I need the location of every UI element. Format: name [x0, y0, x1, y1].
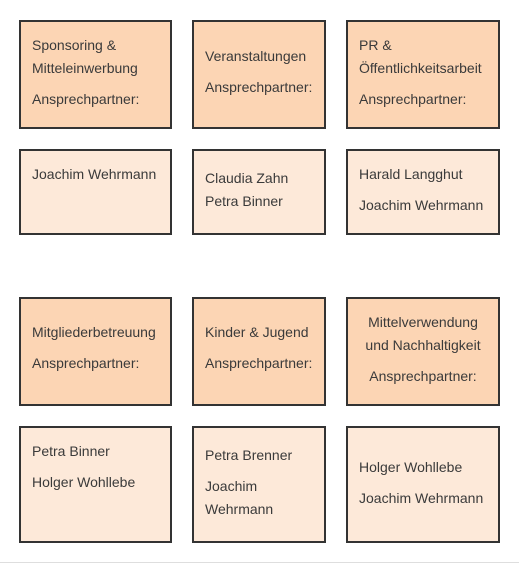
- contact-name: Claudia Zahn: [205, 170, 289, 186]
- contacts-card-veranstaltungen: [192, 149, 326, 235]
- contact-label: Ansprechpartner:: [359, 91, 467, 107]
- area-title-line: Veranstaltungen: [205, 48, 307, 64]
- area-title-line: Mitteleinwerbung: [32, 60, 138, 76]
- contacts-card-kinder-jugend: [192, 426, 326, 543]
- area-title-line: Öffentlichkeitsarbeit: [359, 60, 482, 76]
- contact-name: Holger Wohllebe: [359, 459, 463, 475]
- contact-name: Joachim Wehrmann: [32, 166, 157, 182]
- contact-label: Ansprechpartner:: [32, 355, 140, 371]
- contact-name: Wehrmann: [205, 501, 274, 517]
- area-card-kinder-jugend: [192, 297, 326, 406]
- contact-name: Joachim Wehrmann: [359, 197, 484, 213]
- contacts-card-sponsoring: [19, 149, 172, 235]
- area-title-line: Kinder & Jugend: [205, 324, 309, 340]
- bottom-divider: [0, 562, 519, 563]
- area-title-line: PR &: [359, 37, 392, 53]
- contacts-card-mittelverwendung: [346, 426, 500, 543]
- contact-name: Petra Binner: [205, 193, 283, 209]
- contact-label: Ansprechpartner:: [32, 91, 140, 107]
- area-title-line: Sponsoring &: [32, 37, 117, 53]
- contact-name: Harald Langghut: [359, 166, 463, 182]
- area-title-line: Mitgliederbetreuung: [32, 324, 156, 340]
- contact-name: Joachim Wehrmann: [359, 490, 484, 506]
- contact-name: Joachim: [205, 478, 258, 494]
- area-card-veranstaltungen: [192, 20, 326, 129]
- area-card-pr: [346, 20, 500, 129]
- contact-name: Petra Brenner: [205, 447, 293, 463]
- contact-label: Ansprechpartner:: [205, 355, 313, 371]
- area-title-line: Mittelverwendung: [368, 314, 478, 330]
- contacts-card-mitgliederbetreuung: [19, 426, 172, 543]
- area-title-line: und Nachhaltigkeit: [365, 337, 481, 353]
- contact-name: Holger Wohllebe: [32, 474, 136, 490]
- area-card-mitgliederbetreuung: [19, 297, 172, 406]
- area-card-sponsoring: [19, 20, 172, 129]
- contacts-card-pr: [346, 149, 500, 235]
- contact-name: Petra Binner: [32, 443, 110, 459]
- contact-label: Ansprechpartner:: [205, 79, 313, 95]
- contact-label: Ansprechpartner:: [369, 368, 477, 384]
- area-card-mittelverwendung: [346, 297, 500, 406]
